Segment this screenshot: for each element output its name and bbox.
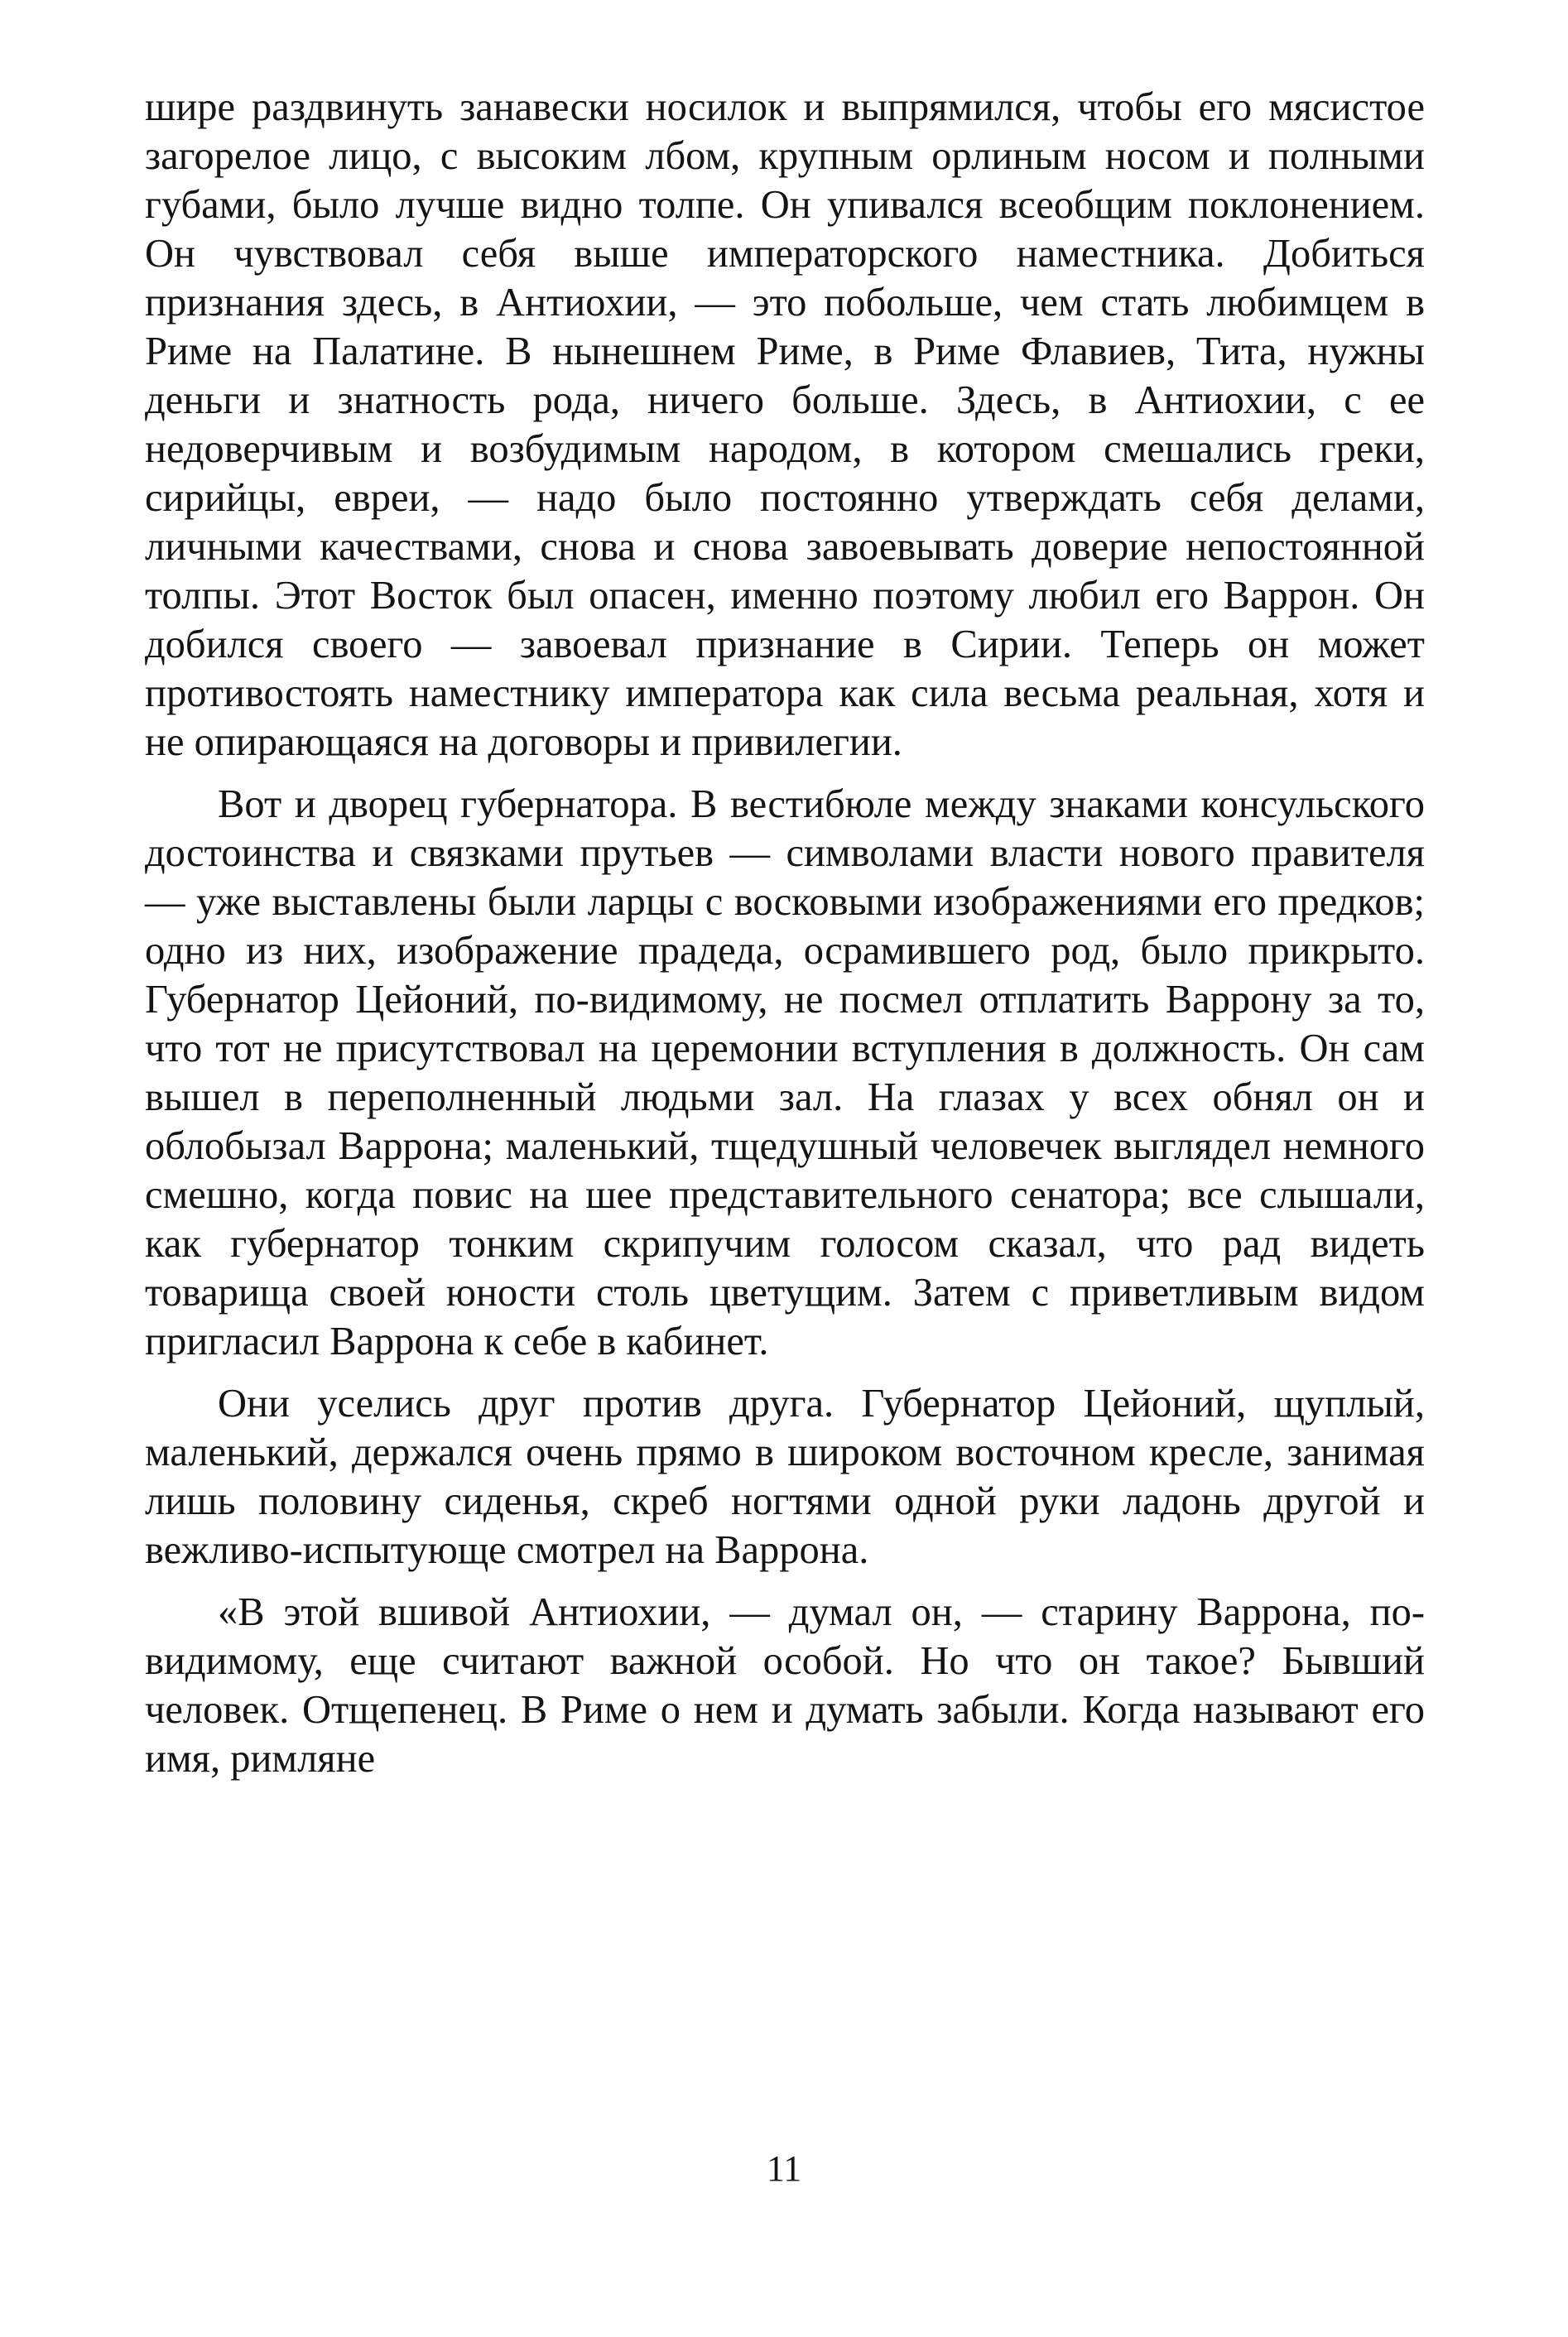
paragraph-4: «В этой вшивой Антиохии, — думал он, — старину Варрона, по-видимому, еще считают важной особой. Но что он такое? Бывший человек. Отщепенец. В Риме о нем и думать забыли. Когда называют его имя, римляне	[145, 1590, 1425, 1781]
page-text	[145, 83, 1425, 1783]
paragraph-2: Вот и дворец губернатора. В вестибюле между знаками консульского достоинства и связками прутьев — символами власти нового правителя — уже выставлены были ларцы с восковыми изображениями его предков; одно из них, изображение прадеда, осрамившего род, было прикрыто. Губернатор Цейоний, по-видимому, не посмел отплатить Варрону за то, что тот не присутствовал на церемонии вступления в должность. Он сам вышел в переполненный людьми зал. На глазах у всех обнял он и облобызал Варрона; маленький, тщедушный человечек выглядел немного смешно, когда повис на шее представительного сенатора; все слышали, как губернатор тонким скрипучим голосом сказал, что рад видеть товарища своей юности столь цветущим. Затем с приветливым видом пригласил Варрона к себе в кабинет.	[145, 782, 1425, 1363]
paragraph-3: Они уселись друг против друга. Губернатор Цейоний, щуплый, маленький, держался очень прямо в широком восточном кресле, занимая лишь половину сиденья, скреб ногтями одной руки ладонь другой и вежливо-испытующе смотрел на Варрона.	[145, 1382, 1425, 1572]
page-number: 11	[766, 2148, 802, 2189]
paragraph-1: шире раздвинуть занавески носилок и выпрямился, чтобы его мясистое загорелое лицо, с высоким лбом, крупным орлиным носом и полными губами, было лучше видно толпе. Он упивался всеобщим поклонением. Он чувствовал себя выше императорского наместника. Добиться признания здесь, в Антиохии, — это побольше, чем стать любимцем в Риме на Палатине. В нынешнем Риме, в Риме Флавиев, Тита, нужны деньги и знатность рода, ничего больше. Здесь, в Антиохии, с ее недоверчивым и возбудимым народом, в котором смешались греки, сирийцы, евреи, — надо было постоянно утверждать себя делами, личными качествами, снова и снова завоевывать доверие непостоянной толпы. Этот Восток был опасен, именно поэтому любил его Варрон. Он добился своего — завоевал признание в Сирии. Теперь он может противостоять наместнику императора как сила весьма реальная, хотя и не опирающаяся на договоры и привилегии.	[145, 85, 1425, 764]
